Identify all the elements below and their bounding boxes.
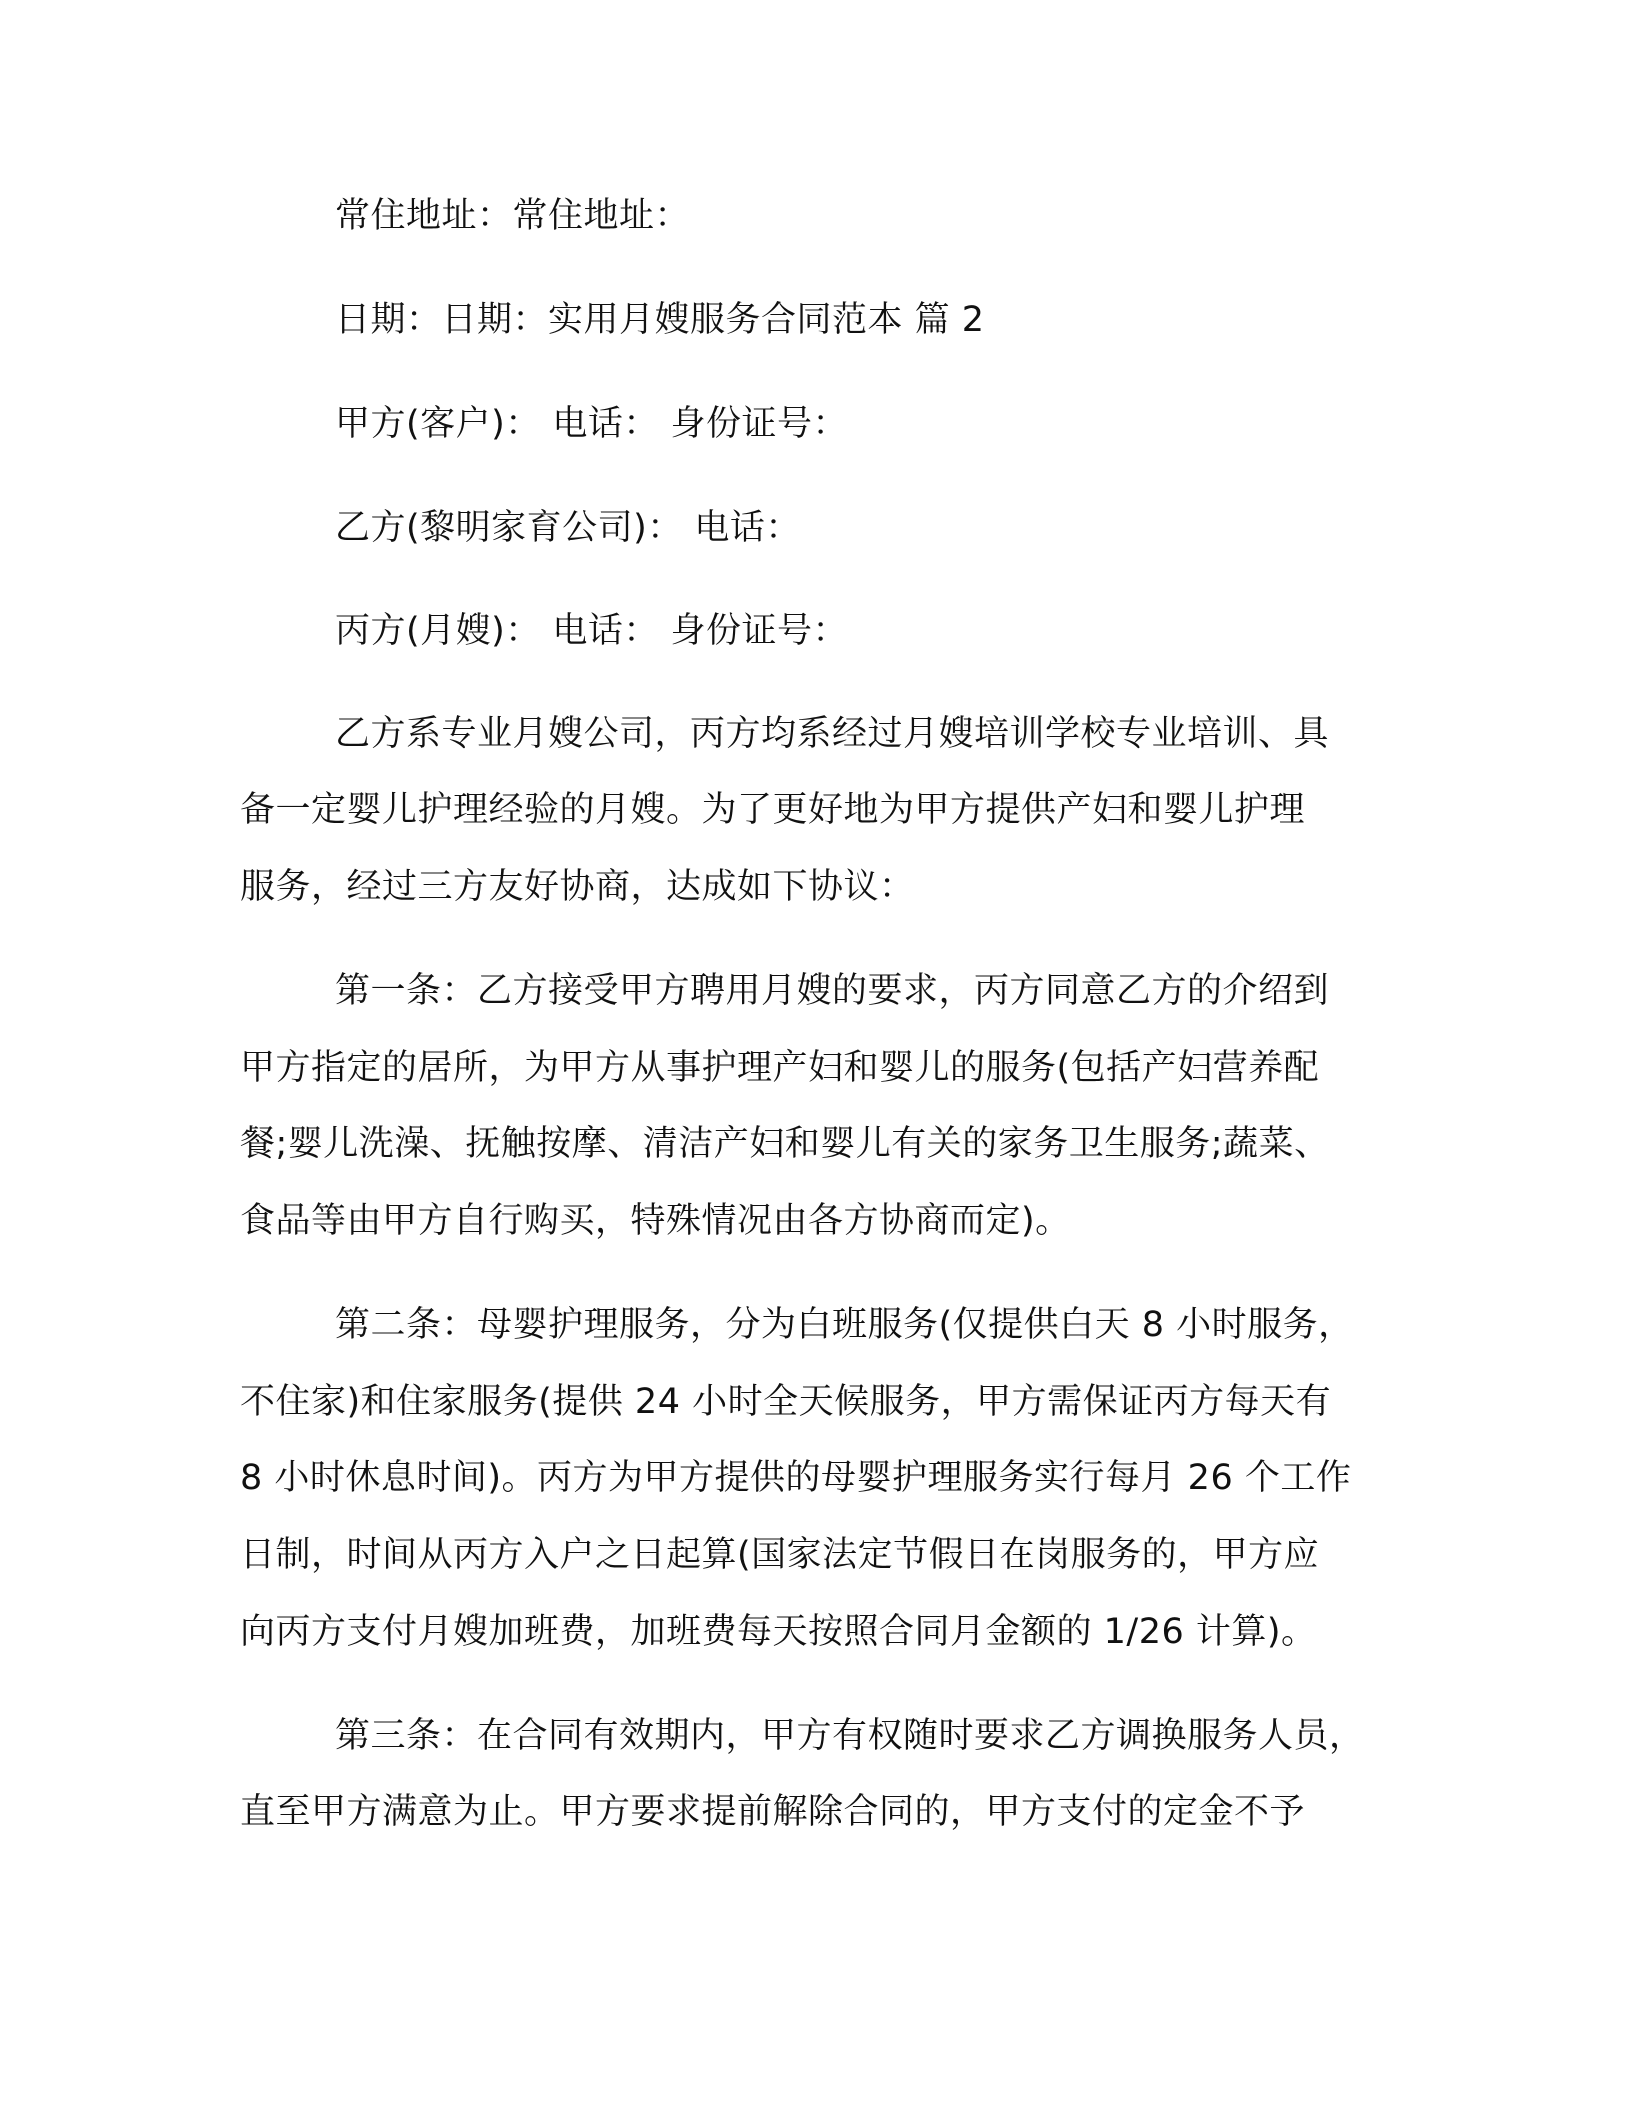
- article-1-line-3: 餐;婴儿洗澡、抚触按摩、清洁产妇和婴儿有关的家务卫生服务;蔬菜、: [240, 1124, 1330, 1164]
- article-2-line-3: 8 小时休息时间)。丙方为甲方提供的母婴护理服务实行每月 26 个工作: [240, 1458, 1352, 1498]
- address-line: 常住地址：常住地址：: [335, 196, 691, 236]
- article-3-line-1: 第三条：在合同有效期内，甲方有权随时要求乙方调换服务人员，: [335, 1716, 1365, 1756]
- intro-line-2: 备一定婴儿护理经验的月嫂。为了更好地为甲方提供产妇和婴儿护理: [240, 790, 1306, 830]
- date-title-line: 日期：日期：实用月嫂服务合同范本 篇 2: [335, 300, 985, 340]
- article-1-line-1: 第一条：乙方接受甲方聘用月嫂的要求，丙方同意乙方的介绍到: [335, 971, 1330, 1011]
- article-2-line-5: 向丙方支付月嫂加班费，加班费每天按照合同月金额的 1/26 计算)。: [240, 1612, 1317, 1652]
- article-3-line-2: 直至甲方满意为止。甲方要求提前解除合同的，甲方支付的定金不予: [240, 1792, 1306, 1832]
- intro-line-3: 服务，经过三方友好协商，达成如下协议：: [240, 867, 915, 907]
- article-2-line-4: 日制，时间从丙方入户之日起算(国家法定节假日在岗服务的，甲方应: [240, 1535, 1320, 1575]
- article-2-line-2: 不住家)和住家服务(提供 24 小时全天候服务，甲方需保证丙方每天有: [240, 1382, 1332, 1422]
- intro-line-1: 乙方系专业月嫂公司，丙方均系经过月嫂培训学校专业培训、具: [335, 714, 1330, 754]
- party-b-line: 乙方(黎明家育公司)： 电话：: [335, 508, 801, 548]
- article-2-line-1: 第二条：母婴护理服务，分为白班服务(仅提供白天 8 小时服务，: [335, 1305, 1354, 1345]
- party-a-line: 甲方(客户)： 电话： 身份证号：: [335, 404, 849, 444]
- article-1-line-2: 甲方指定的居所，为甲方从事护理产妇和婴儿的服务(包括产妇营养配: [240, 1048, 1320, 1088]
- party-c-line: 丙方(月嫂)： 电话： 身份证号：: [335, 611, 849, 651]
- article-1-line-4: 食品等由甲方自行购买，特殊情况由各方协商而定)。: [240, 1201, 1071, 1241]
